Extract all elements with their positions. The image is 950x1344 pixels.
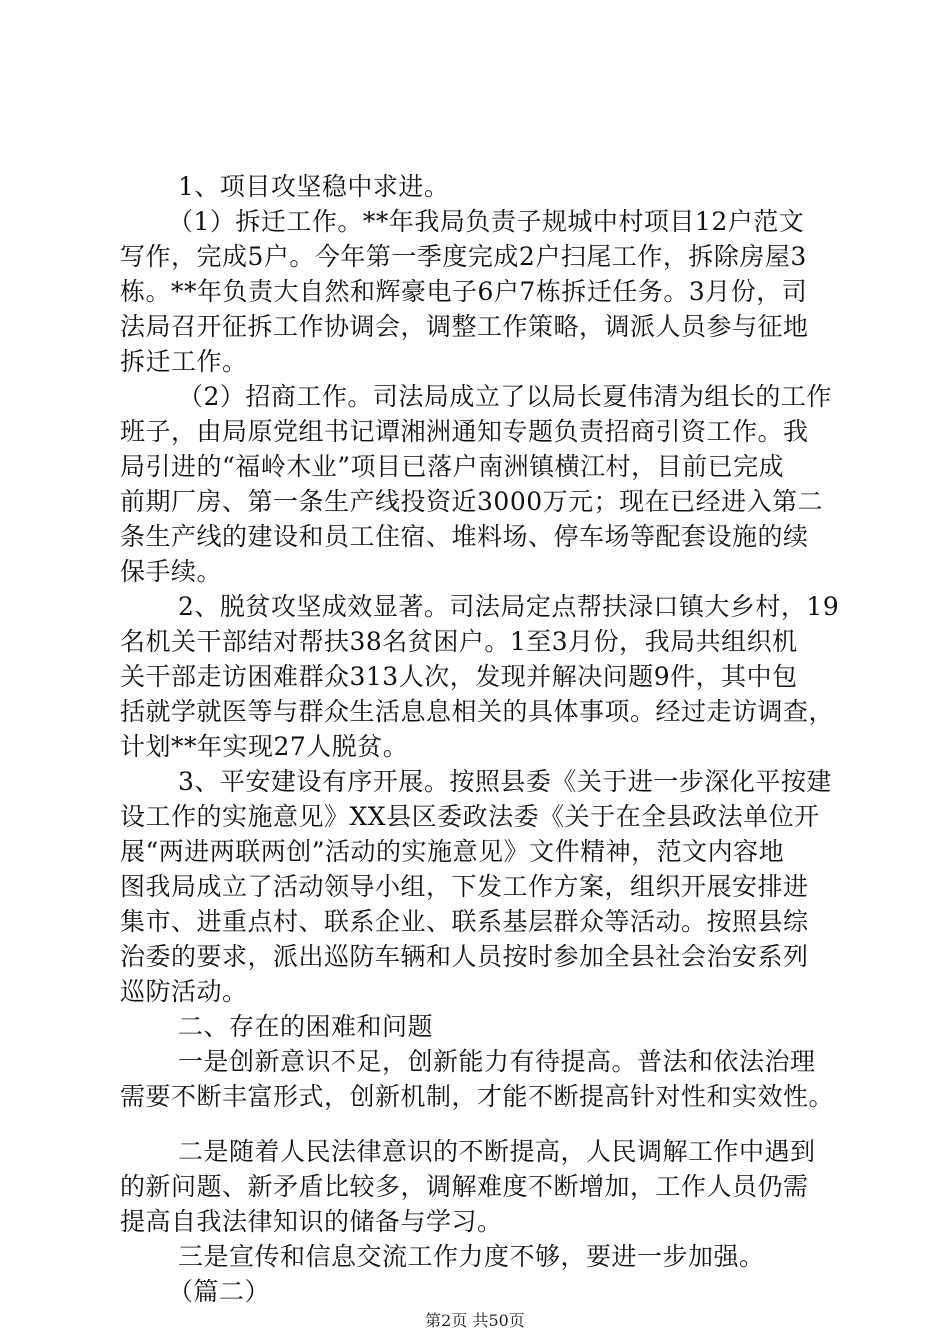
text-line: 二是随着人民法律意识的不断提高，人民调解工作中遇到 (178, 1137, 816, 1166)
text-line: （1）拆迁工作。**年我局负责子规城中村项目12户范文 (168, 207, 805, 236)
text-line: 需要不断丰富形式，创新机制，才能不断提高针对性和实效性。 (120, 1082, 835, 1111)
text-line: 集市、进重点村、联系企业、联系基层群众等活动。按照县综 (120, 907, 809, 936)
text-line: 1、项目攻坚稳中求进。 (178, 172, 450, 201)
text-line: 2、脱贫攻坚成效显著。司法局定点帮扶渌口镇大乡村，19 (178, 592, 840, 621)
text-line: 条生产线的建设和员工住宿、堆料场、停车场等配套设施的续 (120, 522, 809, 551)
text-line: 保手续。 (120, 557, 223, 586)
text-line: 栋。**年负责大自然和辉豪电子6户7栋拆迁任务。3月份，司 (120, 277, 808, 306)
text-line: 名机关干部结对帮扶38名贫困户。1至3月份，我局共组织机 (120, 627, 798, 656)
text-line: 计划**年实现27人脱贫。 (120, 732, 409, 761)
text-line: 三是宣传和信息交流工作力度不够，要进一步加强。 (178, 1242, 765, 1271)
section-heading: （篇二） (168, 1277, 271, 1306)
section-heading: 二、存在的困难和问题 (178, 1012, 434, 1041)
text-line: 设工作的实施意见》XX县区委政法委《关于在全县政法单位开 (120, 802, 820, 831)
text-line: （2）招商工作。司法局成立了以局长夏伟清为组长的工作 (178, 382, 832, 411)
text-line: 巡防活动。 (120, 977, 248, 1006)
text-line: 写作，完成5户。今年第一季度完成2户扫尾工作，拆除房屋3 (120, 242, 807, 271)
text-line: 3、平安建设有序开展。按照县委《关于进一步深化平按建 (178, 767, 832, 796)
page-number-footer: 第2页 共50页 (425, 1311, 525, 1330)
text-line: 班子，由局原党组书记谭湘洲通知专题负责招商引资工作。我 (120, 417, 809, 446)
text-line: 前期厂房、第一条生产线投资近3000万元；现在已经进入第二 (120, 487, 824, 516)
text-line: 法局召开征拆工作协调会，调整工作策略，调派人员参与征地 (120, 312, 809, 341)
text-line: 局引进的“福岭木业”项目已落户南洲镇横江村，目前已完成 (120, 452, 785, 481)
text-line: 提高自我法律知识的储备与学习。 (120, 1207, 503, 1236)
text-line: 治委的要求，派出巡防车辆和人员按时参加全县社会治安系列 (120, 942, 809, 971)
text-line: 一是创新意识不足，创新能力有待提高。普法和依法治理 (178, 1047, 816, 1076)
text-line: 关干部走访困难群众313人次，发现并解决问题9件，其中包 (120, 662, 798, 691)
text-line: 括就学就医等与群众生活息息相关的具体事项。经过走访调查， (120, 697, 835, 726)
text-line: 图我局成立了活动领导小组，下发工作方案，组织开展安排进 (120, 872, 809, 901)
text-line: 展“两进两联两创”活动的实施意见》文件精神，范文内容地 (120, 837, 785, 866)
text-line: 拆迁工作。 (120, 347, 248, 376)
text-line: 的新问题、新矛盾比较多，调解难度不断增加，工作人员仍需 (120, 1172, 809, 1201)
